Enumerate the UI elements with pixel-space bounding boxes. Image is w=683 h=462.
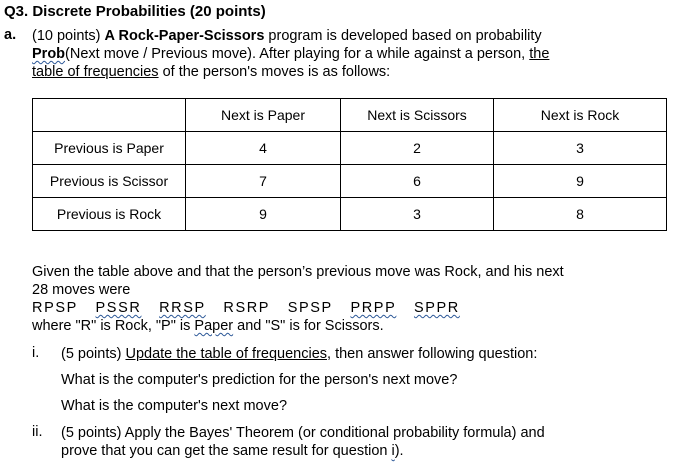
paper-term: Paper <box>194 318 234 334</box>
the-link: the <box>529 46 550 62</box>
update-table-link: Update the table of frequencies <box>125 346 328 362</box>
part-a-line-2 <box>32 45 549 63</box>
part-a-heading: A Rock-Paper-Scissors <box>104 28 265 44</box>
table-cell: 9 <box>186 198 341 231</box>
subpart-i-points: (5 points) <box>61 346 122 362</box>
table-cell: 3 <box>494 132 667 165</box>
part-a-points: (10 points) <box>32 28 101 44</box>
sequence-group: SPPR <box>413 300 460 316</box>
row-label: Previous is Paper <box>33 132 186 165</box>
sequence-group: RSRP <box>223 300 271 316</box>
frequency-table <box>32 98 667 231</box>
part-a-text-1: program is developed based on probability <box>268 28 542 44</box>
subpart-ii-text: prove that you can get the same result for question <box>61 443 388 459</box>
subpart-ii-line-2 <box>61 442 404 460</box>
subpart-i-rest: , then answer following question: <box>327 346 538 362</box>
given-line-2: 28 moves were <box>32 282 131 298</box>
sequence-group: PRPP <box>350 300 397 316</box>
table-cell: 8 <box>494 198 667 231</box>
row-label: Previous is Rock <box>33 198 186 231</box>
where-line <box>32 317 384 335</box>
table-cell: 7 <box>186 165 341 198</box>
table-row <box>33 132 667 165</box>
subpart-ii-label: ii. <box>32 424 43 440</box>
table-cell: 4 <box>186 132 341 165</box>
table-cell: 3 <box>341 198 494 231</box>
part-a-label <box>4 27 30 43</box>
given-line-1: Given the table above and that the person’s previous move was Rock, and his next <box>32 264 564 280</box>
part-a-line-1 <box>32 27 542 45</box>
sequence-group: PSSR <box>95 300 142 316</box>
subpart-i-question-2: What is the computer's next move? <box>61 398 288 414</box>
sequence-group: SPSP <box>287 300 333 316</box>
table-header-row <box>33 99 667 132</box>
part-a-line-3 <box>32 63 390 81</box>
part-a-text-2: (Next move / Previous move). After playing for a while against a person, <box>65 46 526 62</box>
subpart-ii-line-1: (5 points) Apply the Bayes' Theorem (or conditional probability formula) and <box>61 425 545 441</box>
table-header-cell: Next is Rock <box>494 99 667 132</box>
table-of-frequencies-link: table of frequencies <box>32 64 159 80</box>
move-sequence <box>32 299 472 317</box>
subpart-ii-suffix: ). <box>394 443 404 459</box>
table-header-cell <box>33 99 186 132</box>
sequence-group: RPSP <box>32 300 78 316</box>
where-suffix: and "S" is for Scissors. <box>237 318 384 334</box>
table-cell: 9 <box>494 165 667 198</box>
where-prefix: where "R" is Rock, "P" is <box>32 318 191 334</box>
table-row <box>33 198 667 231</box>
table-header-cell: Next is Scissors <box>341 99 494 132</box>
prob-term: Prob <box>32 46 66 62</box>
table-header-cell: Next is Paper <box>186 99 341 132</box>
table-cell: 2 <box>341 132 494 165</box>
part-a-text-3: of the person's moves is as follows: <box>162 64 391 80</box>
subpart-i-question-1: What is the computer's prediction for the person's next move? <box>61 372 458 388</box>
subpart-i-line <box>61 345 537 363</box>
question-title: Q3. Discrete Probabilities (20 points) <box>4 3 266 20</box>
part-a-marker: a. <box>4 27 17 43</box>
sequence-group: RRSP <box>159 300 206 316</box>
table-cell: 6 <box>341 165 494 198</box>
subpart-i-label: i. <box>32 345 40 361</box>
table-row <box>33 165 667 198</box>
question-ref: i <box>391 443 395 459</box>
row-label: Previous is Scissor <box>33 165 186 198</box>
